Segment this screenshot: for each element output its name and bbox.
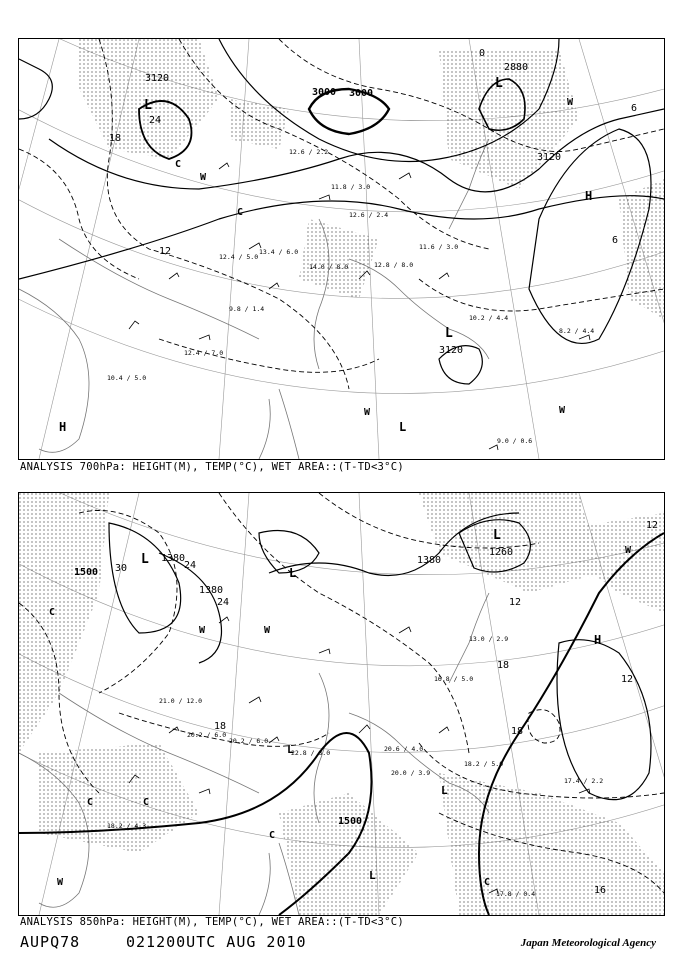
warm-label: W	[625, 545, 632, 556]
station-ob: 20.6 / 4.0	[384, 745, 424, 753]
contour-label: 1380	[199, 585, 224, 596]
agency-name: Japan Meteorological Agency	[520, 937, 656, 949]
station-ob: 12.6 / 2.4	[349, 211, 389, 219]
wet-area-stipple	[19, 493, 664, 915]
contour-label: 1500	[338, 816, 363, 827]
station-ob: 12.4 / 5.0	[219, 253, 259, 261]
low-label: L	[289, 566, 297, 580]
cold-label: C	[269, 830, 276, 841]
station-ob: 12.6 / 2.2	[289, 148, 329, 156]
station-ob: 20.2 / 6.0	[229, 737, 269, 745]
map-850hpa	[18, 492, 665, 916]
contour-label: 1500	[74, 567, 99, 578]
station-ob: 11.6 / 3.0	[419, 243, 459, 251]
station-ob: 9.8 / 1.4	[229, 305, 265, 313]
station-ob: 12.8 / 8.0	[374, 261, 414, 269]
contour-label: 12	[621, 674, 634, 685]
low-label: L	[493, 528, 501, 543]
station-ob: 10.4 / 5.0	[107, 374, 147, 382]
contour-label: 30	[115, 563, 128, 574]
station-ob: 11.8 / 3.0	[331, 183, 371, 191]
low-label: L	[399, 420, 407, 434]
low-label: L	[495, 76, 503, 91]
warm-label: W	[559, 405, 566, 416]
low-label: L	[445, 326, 453, 341]
contour-label: 3000	[312, 87, 337, 98]
station-ob: 16.8 / 5.0	[434, 675, 474, 683]
station-ob: 18.2 / 5.0	[464, 760, 504, 768]
cold-label: C	[237, 207, 244, 218]
contour-label: 1380	[417, 555, 442, 566]
contour-label: 3120	[145, 73, 170, 84]
contour-label: 12	[509, 597, 522, 608]
cold-label: C	[87, 797, 94, 808]
coastlines	[19, 139, 489, 459]
contour-label: 3000	[349, 88, 374, 99]
contour-label: 2880	[504, 62, 529, 73]
contour-label: 3120	[537, 152, 562, 163]
contour-label: 12	[646, 520, 659, 531]
cold-label: C	[175, 159, 182, 170]
station-ob: 18.2 / 4.3	[107, 822, 147, 830]
wind-barbs	[129, 163, 593, 450]
caption-850hpa: ANALYSIS 850hPa: HEIGHT(M), TEMP(°C), WET AREA::(T-TD<3°C)	[20, 916, 405, 928]
cold-label: C	[484, 877, 491, 888]
station-ob: 9.0 / 0.6	[497, 437, 533, 445]
warm-label: W	[567, 97, 574, 108]
warm-label: W	[200, 172, 207, 183]
station-ob: 14.0 / 8.0	[309, 263, 349, 271]
high-label: H	[585, 189, 593, 203]
cold-label: C	[143, 797, 150, 808]
caption-700hpa: ANALYSIS 700hPa: HEIGHT(M), TEMP(°C), WET AREA::(T-TD<3°C)	[20, 461, 405, 473]
low-label: L	[369, 869, 376, 882]
station-ob: 12.4 / 7.0	[184, 349, 224, 357]
contour-label: 1380	[161, 553, 186, 564]
station-ob: 21.0 / 12.0	[159, 697, 203, 705]
contour-label: 1260	[489, 547, 514, 558]
low-label: L	[287, 743, 294, 756]
warm-label: W	[57, 877, 64, 888]
station-ob: 17.4 / 2.2	[564, 777, 604, 785]
contour-label: 18	[511, 726, 524, 737]
contour-label: 3120	[439, 345, 464, 356]
station-ob: 17.8 / 0.4	[496, 890, 536, 898]
station-ob: 22.8 / 8.0	[291, 749, 331, 757]
warm-label: W	[264, 625, 271, 636]
low-label: L	[141, 552, 149, 567]
chart-700hpa-canvas	[19, 39, 664, 459]
chart-code: AUPQ78	[20, 933, 81, 951]
contour-label: 0	[479, 48, 486, 59]
station-ob: 20.0 / 3.9	[391, 769, 431, 777]
contour-label: 16	[594, 885, 607, 896]
high-label: H	[594, 633, 602, 647]
station-ob: 13.4 / 6.0	[259, 248, 299, 256]
contour-label: 24	[149, 115, 162, 126]
warm-label: W	[364, 407, 371, 418]
contour-label: 6	[631, 103, 638, 114]
contour-label: 18	[497, 660, 510, 671]
cold-label: C	[49, 607, 56, 618]
low-label: L	[144, 98, 152, 113]
contour-label: 24	[184, 560, 197, 571]
warm-label: W	[199, 625, 206, 636]
contour-label: 12	[159, 246, 172, 257]
station-obs	[107, 148, 594, 445]
map-700hpa	[18, 38, 665, 460]
high-label: H	[59, 420, 67, 434]
station-ob: 20.2 / 6.0	[187, 731, 227, 739]
station-ob: 8.2 / 4.4	[559, 327, 595, 335]
chart-datetime: 021200UTC AUG 2010	[126, 933, 307, 951]
contour-label: 18	[214, 721, 227, 732]
station-ob: 10.2 / 4.4	[469, 314, 509, 322]
station-ob: 13.0 / 2.9	[469, 635, 509, 643]
chart-850hpa-canvas	[19, 493, 664, 915]
contour-label: 18	[109, 133, 122, 144]
low-label: L	[441, 784, 448, 797]
contour-label: 24	[217, 597, 230, 608]
contour-label: 6	[612, 235, 619, 246]
